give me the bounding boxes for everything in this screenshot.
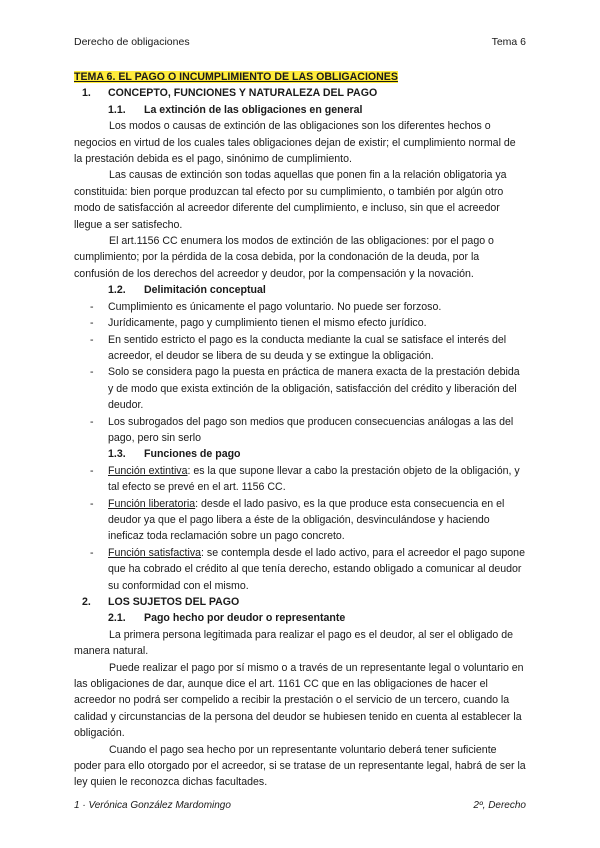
section-number: 1.3.	[108, 448, 126, 461]
paragraph: Puede realizar el pago por sí mismo o a través de un representante legal o voluntario en las obligaciones de dar, aunque dice el art. 1161 CC que en las obligaciones de hacer el acreedor no podrá ser compelido a recibir la prestación o el servicio de un tercero, cuando la calidad y circunstancias de la persona del deudor se hubiesen tenido en cuenta al establecer la obligación.	[74, 661, 524, 740]
paragraph: La primera persona legitimada para realizar el pago es el deudor, al ser el obligado de manera natural.	[74, 628, 513, 658]
header-topic: Tema 6	[491, 36, 526, 48]
function-text: : se contempla desde el lado activo, para el acreedor el pago supone que ha cobrado el crédito al que tenía derecho, estando obligado a comunicar al deudor su conformidad con el mismo.	[108, 546, 525, 592]
section-label: Funciones de pago	[144, 448, 241, 461]
paragraph: Los modos o causas de extinción de las obligaciones son los diferentes hechos o negocios en virtud de los cuales tales obligaciones dejan de existir; el cumplimiento normal de la prestación debida es el pago, sinónimo de cumplimiento.	[74, 120, 516, 166]
section-number: 1.2.	[108, 284, 126, 297]
dash-bullet: -	[90, 366, 94, 379]
header-course: Derecho de obligaciones	[74, 36, 190, 48]
list-item	[74, 332, 526, 365]
section-label: CONCEPTO, FUNCIONES Y NATURALEZA DEL PAGO	[108, 87, 378, 100]
list-item-text: Los subrogados del pago son medios que producen consecuencias análogas a las del pago, pero sin serlo	[108, 415, 514, 444]
section-2-1-heading	[74, 610, 526, 626]
function-term: Función satisfactiva	[108, 546, 202, 559]
list-item-text: Solo se considera pago la puesta en práctica de manera exacta de la prestación debida y de modo que exista extinción de la obligación, satisfacción del crédito y liberación del deudor.	[108, 366, 520, 412]
list-item	[74, 315, 526, 331]
section-number: 2.	[82, 596, 91, 608]
paragraph: Las causas de extinción son todas aquellas que ponen fin a la relación obligatoria ya constituida: bien porque produzcan tal efecto por su cumplimiento, o también por algún otro modo de satisfacción al acreedor diferente del cumplimiento, e incluso, sin que el acreedor llegue a ser satisfecho.	[74, 169, 507, 231]
list-item-text: Jurídicamente, pago y cumplimiento tienen el mismo efecto jurídico.	[108, 317, 427, 330]
list-item	[74, 545, 526, 594]
functions-list	[74, 463, 526, 594]
page-footer	[74, 800, 526, 816]
section-number: 1.	[82, 87, 91, 100]
paragraph: Cuando el pago sea hecho por un representante voluntario deberá tener suficiente poder para ello otorgado por el acreedor, si se tratase de un representante legal, habrá de ser la ley quien le reconozca dichas facultades.	[74, 743, 526, 789]
document-body	[74, 69, 526, 791]
dash-bullet: -	[90, 415, 94, 428]
function-term: Función extintiva	[108, 464, 188, 477]
footer-author: 1 · Verónica González Mardomingo	[74, 800, 231, 811]
section-1-heading	[74, 85, 526, 101]
section-1-1-heading	[74, 102, 526, 118]
dash-bullet: -	[90, 333, 94, 346]
section-1-2-heading	[74, 282, 526, 298]
list-item	[74, 299, 526, 315]
list-item	[74, 414, 526, 447]
list-item	[74, 364, 526, 413]
list-item-text: En sentido estricto el pago es la conducta mediante la cual se satisface el interés del acreedor, el deudor se libera de su deuda y se extingue la obligación.	[108, 333, 507, 362]
section-2-heading	[74, 594, 526, 610]
dash-bullet: -	[90, 464, 94, 477]
dash-bullet: -	[90, 317, 94, 330]
section-label: Pago hecho por deudor o representante	[144, 612, 346, 625]
document-title	[74, 69, 526, 85]
page-header	[74, 36, 526, 52]
section-label: La extinción de las obligaciones en general	[144, 103, 363, 116]
title-text: TEMA 6. EL PAGO O INCUMPLIMIENTO DE LAS OBLIGACIONES	[74, 71, 398, 83]
dash-bullet: -	[90, 300, 94, 313]
list-item-text: Cumplimiento es únicamente el pago voluntario. No puede ser forzoso.	[108, 300, 442, 313]
section-label: LOS SUJETOS DEL PAGO	[108, 596, 240, 608]
function-text: : es la que supone llevar a cabo la prestación objeto de la obligación, y tal efecto se prevé en el art. 1156 CC.	[108, 464, 520, 494]
section-1-3-heading	[74, 446, 526, 462]
function-term: Función liberatoria	[108, 497, 196, 510]
list-item	[74, 496, 526, 545]
function-text: : desde el lado pasivo, es la que produce esta consecuencia en el deudor ya que el pago libera a éste de la obligación, desvinculándose y haciendo ineficaz toda reclamación sobre un pago concreto.	[108, 497, 505, 543]
dash-bullet: -	[90, 497, 94, 510]
delimitation-list	[74, 299, 526, 447]
list-item	[74, 463, 526, 496]
paragraph: El art.1156 CC enumera los modos de extinción de las obligaciones: por el pago o cumplimiento; por la pérdida de la cosa debida, por la condonación de la deuda, por la confusión de los derechos del acreedor y deudor, por la compensación y la novación.	[74, 235, 494, 280]
section-number: 2.1.	[108, 612, 126, 625]
dash-bullet: -	[90, 546, 94, 559]
section-label: Delimitación conceptual	[144, 284, 266, 297]
section-number: 1.1.	[108, 103, 126, 116]
footer-course: 2º, Derecho	[473, 800, 526, 811]
